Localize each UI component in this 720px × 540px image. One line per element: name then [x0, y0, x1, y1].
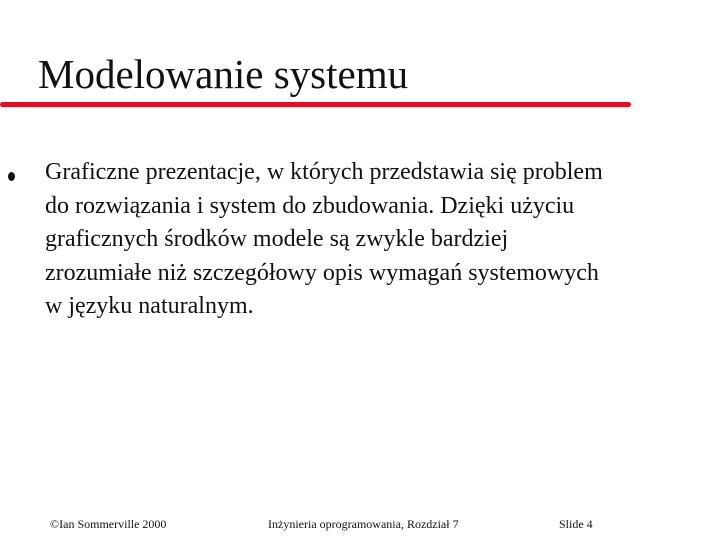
bullet-line: w języku naturalnym.	[45, 293, 254, 319]
bullet-dot-icon	[8, 172, 15, 181]
footer-copyright: ©Ian Sommerville 2000	[50, 517, 167, 531]
footer-course-title: Inżynieria oprogramowania, Rozdział 7	[268, 517, 459, 531]
title-underline	[0, 102, 631, 107]
bullet-line: Graficzne prezentacje, w których przedstawia się problem	[45, 159, 603, 185]
bullet-line: do rozwiązania i system do zbudowania. Dzięki użyciu	[45, 192, 575, 219]
bullet-line: zrozumiałe niż szczegółowy opis wymagań systemowych	[45, 259, 599, 286]
slide-title: Modelowanie systemu	[38, 51, 409, 97]
footer-slide-number: Slide 4	[559, 517, 593, 531]
bullet-text	[45, 156, 705, 324]
bullet-line: graficznych środków modele są zwykle bardziej	[45, 226, 509, 252]
